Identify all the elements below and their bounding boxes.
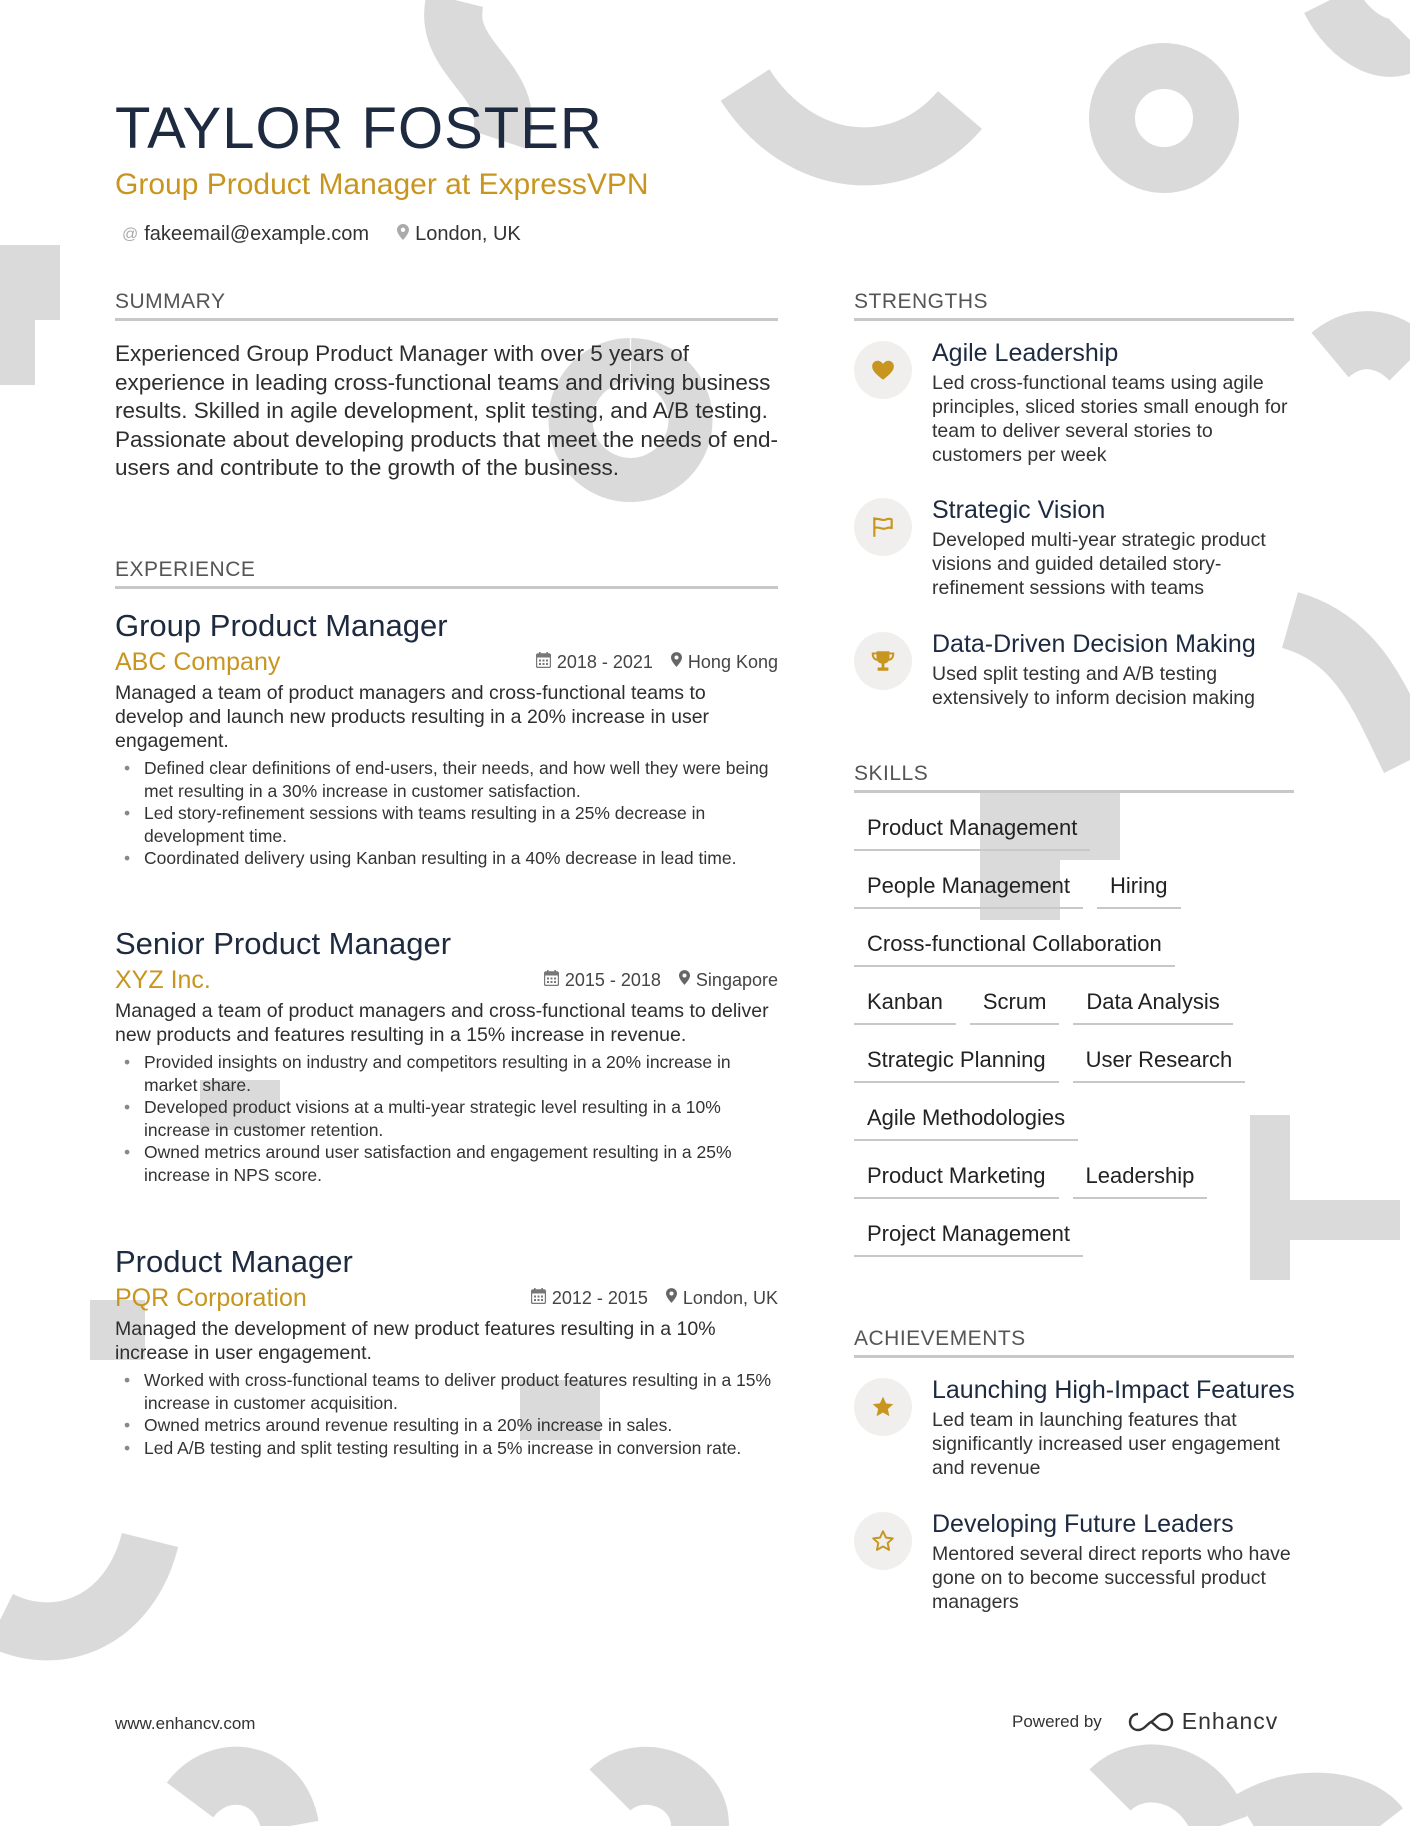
bullet-item: • Defined clear definitions of end-users, their needs, and how well they were being met resulting in a 30% increase in customer satisfaction. [115, 757, 778, 802]
job-title: Product Manager [115, 1244, 353, 1279]
job-description: Managed a team of product managers and cross-functional teams to deliver new products and features resulting in a 15% increase in revenue. [115, 1000, 769, 1046]
location-pin-icon [397, 224, 409, 245]
achievements-heading: ACHIEVEMENTS [854, 1327, 1294, 1358]
job-details [536, 652, 778, 673]
footer-website-link[interactable]: www.enhancv.com [115, 1714, 256, 1733]
skill-tag: People Management [854, 866, 1083, 909]
job-description: Managed a team of product managers and cross-functional teams to develop and launch new products resulting in a 20% increase in user engagement. [115, 682, 710, 752]
skill-tag: Product Management [854, 808, 1090, 851]
skills-row [854, 982, 1294, 1025]
strengths-heading: STRENGTHS [854, 290, 1294, 321]
job-details [544, 970, 778, 991]
skills-row [854, 1156, 1294, 1199]
experience-heading: EXPERIENCE [115, 558, 778, 589]
bullet-item: • Owned metrics around revenue resulting in a 20% increase in sales. [115, 1414, 778, 1437]
strength-title: Strategic Vision [932, 496, 1106, 524]
skill-tag: Data Analysis [1073, 982, 1232, 1025]
job-dates [544, 970, 661, 991]
location-text: London, UK [415, 223, 521, 245]
company-name: PQR Corporation [115, 1284, 307, 1312]
strength-title: Data-Driven Decision Making [932, 630, 1256, 658]
strength-item [854, 337, 1304, 467]
skill-tag: Kanban [854, 982, 956, 1025]
footer-branding [1012, 1708, 1278, 1735]
location-pin-icon [679, 970, 690, 990]
bullet-item: • Worked with cross-functional teams to deliver product features resulting in a 15% increase in customer acquisition. [115, 1369, 778, 1414]
skill-tag: Product Marketing [854, 1156, 1059, 1199]
heart-icon [854, 341, 912, 399]
skills-row [854, 1214, 1294, 1257]
job-entry [115, 1243, 778, 1459]
strength-item [854, 628, 1304, 710]
job-entry [115, 607, 778, 870]
job-dates-text: 2018 - 2021 [556, 651, 653, 672]
at-icon: @ [122, 225, 139, 243]
powered-by-label: Powered by [1012, 1711, 1102, 1731]
location-pin-icon [666, 1288, 677, 1308]
bullet-item: • Led story-refinement sessions with teams resulting in a 25% decrease in development time. [115, 802, 778, 847]
job-location-text: Hong Kong [687, 651, 778, 672]
location-contact [397, 223, 521, 246]
skills-row [854, 1098, 1294, 1141]
job-meta [115, 963, 778, 997]
skill-tag: Agile Methodologies [854, 1098, 1078, 1141]
strength-description: Led cross-functional teams using agile principles, sliced stories small enough for team to deliver several stories to customers per week [932, 372, 1288, 466]
star-outline-icon [854, 1512, 912, 1570]
calendar-icon [544, 970, 559, 991]
job-dates-text: 2015 - 2018 [564, 969, 661, 990]
skills-row [854, 808, 1294, 851]
job-details [531, 1288, 778, 1309]
job-bullets [115, 1051, 778, 1186]
job-bullets [115, 757, 778, 870]
achievement-body [932, 1508, 1304, 1614]
summary-heading: SUMMARY [115, 290, 778, 321]
candidate-role: Group Product Manager at ExpressVPN [115, 168, 649, 201]
skills-row [854, 1040, 1294, 1083]
skill-tag: Project Management [854, 1214, 1083, 1257]
skill-tag: Leadership [1073, 1156, 1208, 1199]
job-location-text: Singapore [695, 969, 778, 990]
strength-body [932, 494, 1304, 600]
bullet-item: • Led A/B testing and split testing resulting in a 5% increase in conversion rate. [115, 1437, 778, 1460]
job-location-text: London, UK [682, 1287, 778, 1308]
strength-title: Agile Leadership [932, 339, 1119, 367]
achievement-body [932, 1374, 1304, 1480]
skill-tag: Strategic Planning [854, 1040, 1059, 1083]
skill-tag: Cross-functional Collaboration [854, 924, 1175, 967]
achievement-description: Mentored several direct reports who have gone on to become successful product managers [932, 1543, 1291, 1613]
skills-heading: SKILLS [854, 762, 1294, 793]
company-name: XYZ Inc. [115, 966, 211, 994]
skill-tag: Hiring [1097, 866, 1180, 909]
achievement-title: Developing Future Leaders [932, 1510, 1234, 1538]
job-dates-text: 2012 - 2015 [551, 1287, 648, 1308]
achievement-item [854, 1508, 1304, 1614]
enhancv-logo[interactable] [1128, 1708, 1279, 1735]
company-name: ABC Company [115, 648, 281, 676]
skill-tag: Scrum [970, 982, 1060, 1025]
strength-body [932, 337, 1304, 467]
skills-list [854, 808, 1294, 1272]
job-meta [115, 645, 778, 679]
brand-name: Enhancv [1181, 1708, 1279, 1734]
skill-tag: User Research [1073, 1040, 1246, 1083]
email-text: fakeemail@example.com [144, 223, 370, 245]
bullet-item: • Provided insights on industry and competitors resulting in a 20% increase in market share. [115, 1051, 778, 1096]
job-bullets [115, 1369, 778, 1459]
star-filled-icon [854, 1378, 912, 1436]
job-location [679, 970, 778, 991]
bullet-item: • Owned metrics around user satisfaction and engagement resulting in a 25% increase in NPS score. [115, 1141, 778, 1186]
job-title: Group Product Manager [115, 608, 448, 643]
job-location [671, 652, 778, 673]
flag-icon [854, 498, 912, 556]
strength-description: Developed multi-year strategic product visions and guided detailed story-refinement sessions with teams [932, 529, 1266, 599]
calendar-icon [531, 1288, 546, 1309]
bullet-item: • Developed product visions at a multi-year strategic level resulting in a 10% increase in customer retention. [115, 1096, 778, 1141]
job-title: Senior Product Manager [115, 926, 452, 961]
calendar-icon [536, 652, 551, 673]
strength-item [854, 494, 1304, 600]
job-location [666, 1288, 778, 1309]
job-meta [115, 1281, 778, 1315]
email-contact[interactable] [122, 223, 369, 246]
achievement-title: Launching High-Impact Features [932, 1376, 1295, 1404]
summary-text: Experienced Group Product Manager with over 5 years of experience in leading cross-functional teams and driving business results. Skilled in agile development, split testing, and A/B testing. Passionate about developing products that meet the needs of end-users and contribute to the growth of the business. [115, 341, 778, 480]
location-pin-icon [671, 652, 682, 672]
job-description: Managed the development of new product features resulting in a 10% increase in user engagement. [115, 1318, 716, 1364]
enhancv-mark-icon [1128, 1710, 1174, 1734]
contact-info [122, 223, 521, 246]
skills-row [854, 924, 1294, 967]
achievement-item [854, 1374, 1304, 1480]
strength-description: Used split testing and A/B testing extensively to inform decision making [932, 663, 1255, 709]
skills-row [854, 866, 1294, 909]
bullet-item: • Coordinated delivery using Kanban resulting in a 40% decrease in lead time. [115, 847, 778, 870]
candidate-name: TAYLOR FOSTER [115, 96, 603, 161]
achievement-description: Led team in launching features that significantly increased user engagement and revenue [932, 1409, 1280, 1479]
job-entry [115, 925, 778, 1186]
job-dates [531, 1288, 648, 1309]
strength-body [932, 628, 1304, 710]
trophy-icon [854, 632, 912, 690]
job-dates [536, 652, 653, 673]
